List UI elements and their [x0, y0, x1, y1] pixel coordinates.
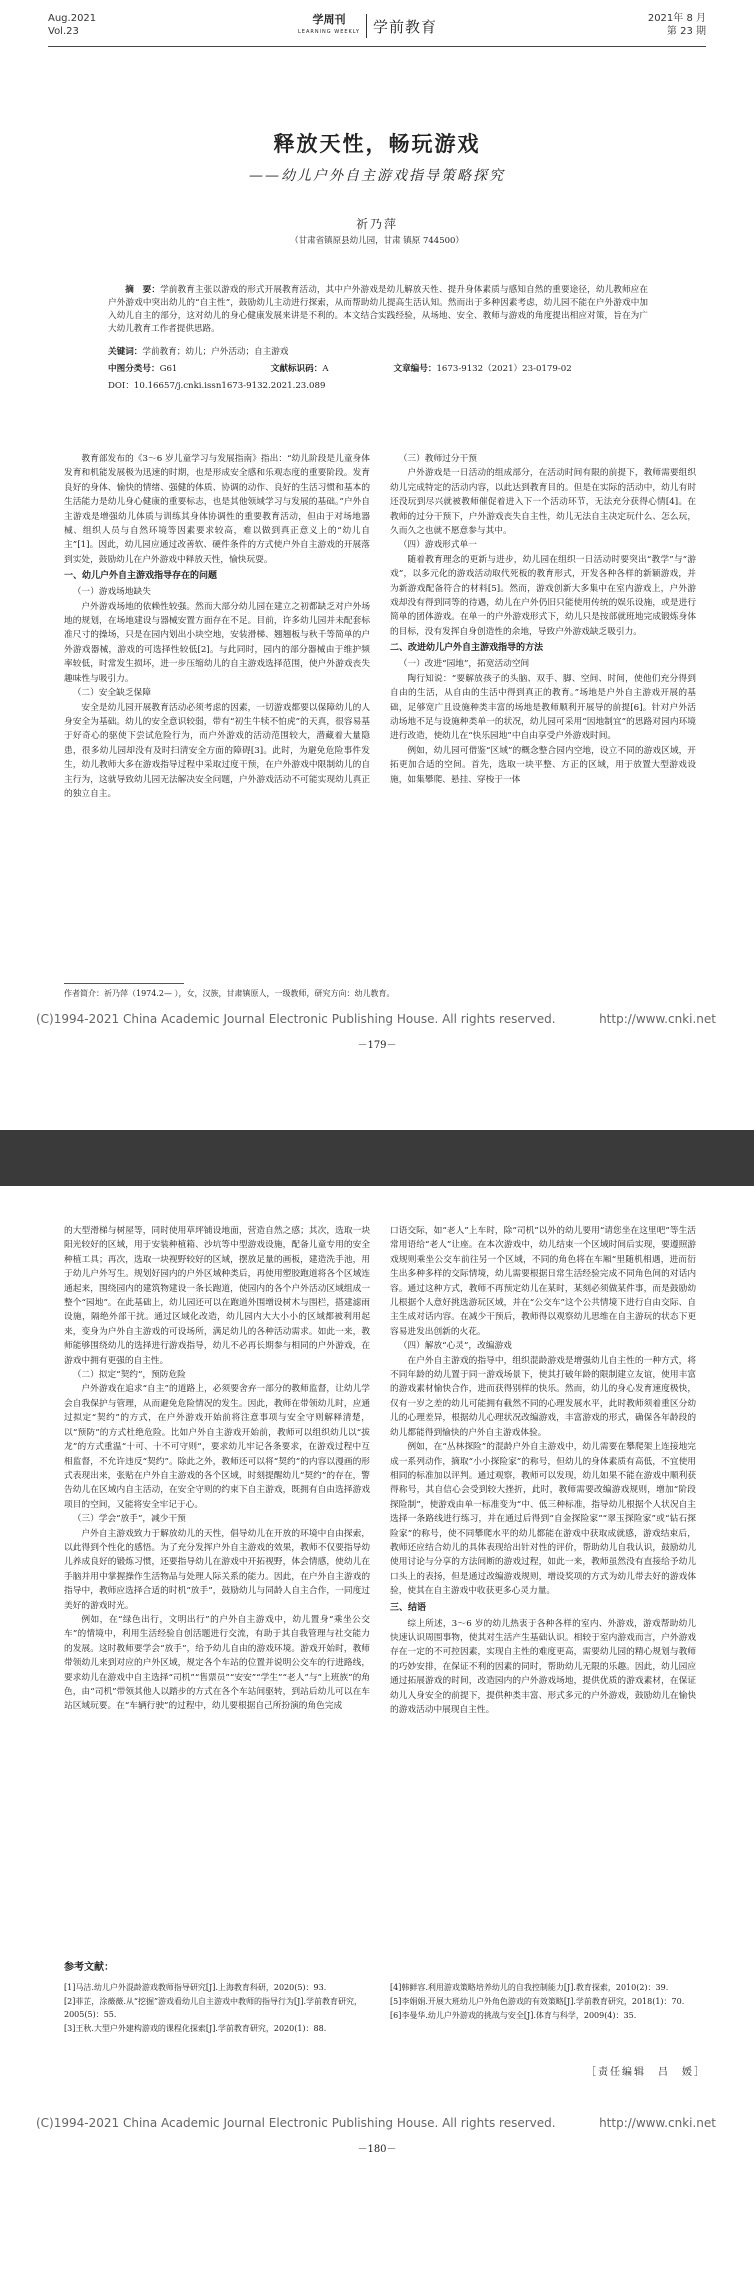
section-heading: 一、幼儿户外自主游戏指导存在的问题: [64, 571, 218, 582]
page-number: －179－: [357, 1040, 397, 1051]
subsection-heading: （三）学会“放手”，减少干预: [72, 1514, 186, 1525]
page-separator: [0, 1130, 754, 1186]
paragraph: 随着教育理念的更新与进步，幼儿园在组织一日活动时要突出“教学”与“游戏”，以多元化的游戏活动取代死板的教育形式，开发各种各样的新颖游戏，并为新游戏配备符合的材料[5]。然而，游戏创新大多集中在室内游戏上，户外游戏却没有得到同等的待遇，幼儿在户外仍旧只能使用传统的娱乐设施，或是进行简单的团体游戏。在单一的户外游戏形式下，幼儿只是按部就班地完成锻炼身体的目标，没有发挥自身创造性的余地，导致户外游戏缺乏吸引力。: [390, 554, 696, 637]
masthead-divider: [366, 14, 367, 38]
responsible-editor: ［责任编辑 吕 媛］: [586, 2067, 706, 2078]
subsection-heading: （一）改进“园地”，拓宽活动空间: [398, 659, 530, 670]
subsection-heading: （二）安全缺乏保障: [72, 688, 151, 699]
journal-masthead: [298, 14, 437, 38]
paragraph: 教育部发布的《3～6 岁儿童学习与发展指南》指出：“幼儿阶段是儿童身体发育和机能发展极为迅速的时期，也是形成安全感和乐观态度的重要阶段。发育良好的身体、愉快的情绪、强健的体质、协调的动作、良好的生活习惯和基本的生活能力是幼儿身心健康的重要标志，也是其他领域学习与发展的基础。”户外自主游戏是增强幼儿体质与训练其身体协调性的重要教育活动，但由于对场地器械、组织人员与自然环境等因素要求较高，难以做到真正意义上的“幼儿自主”[1]。因此，幼儿园应通过改善软、硬件条件的方式使户外自主游戏的开展落到实处，鼓励幼儿在户外游戏中释放天性，愉快玩耍。: [64, 454, 370, 565]
references-left: [64, 1981, 370, 2036]
running-header: [48, 12, 706, 47]
header-issue-right: 2021年 8 月 第 23 期: [647, 13, 706, 37]
subsection-heading: （四）解放“心灵”，改编游戏: [398, 1341, 512, 1352]
reference-entry: [1]马洁.幼儿户外混龄游戏教师指导研究[J].上海教育科研，2020(5)：93.: [64, 1983, 327, 1992]
page1-left-column: [64, 452, 370, 801]
paragraph: 的大型滑梯与树屋等，同时使用草坪铺设地面，营造自然之感；其次，选取一块阳光较好的区域，用于安装种植箱、沙坑等中型游戏设施，配备儿童专用的安全种植工具；再次，选取一块视野较好的区域，摆放足量的画板，建造洗手池，用于幼儿户外写生。规划好园内的户外区域种类后，再使用塑胶跑道将各个区域连通起来，围绕园内的建筑物建设一条长跑道，使园内的各个户外活动区域组成一整个“园地”。在此基础上，幼儿园还可以在跑道外围增设树木与围栏，搭建滤雨设施，隔绝外部干扰。通过区域化改造，幼儿园内大大小小的区域都被利用起来，变身为户外自主游戏的可设场所，满足幼儿的各种活动需求。如此一来，教师能够围绕幼儿的选择进行游戏指导，幼儿不必再长期参与相同的户外游戏，在游戏中拥有更强的自主性。: [64, 1226, 370, 1366]
paragraph: 综上所述，3～6 岁的幼儿热衷于各种各样的室内、外游戏，游戏帮助幼儿快速认识周围事物，使其对生活产生基础认识。相较于室内游戏而言，户外游戏存在一定的不可控因素，实现自主性的难度更高，需要幼儿园的精心规划与教师的巧妙安排，在保证不利的因素的同时，帮助幼儿无限的乐趣。因此，幼儿园应通过拓展游戏的时间，改造园内的户外游戏场地，提供优质的游戏素材，在保证幼儿人身安全的前提下，提供种类丰富、形式多元的户外游戏，鼓励幼儿在愉快的游戏活动中展现自主性。: [390, 1618, 696, 1715]
page-number: －180－: [357, 2144, 397, 2155]
cnki-site: http://www.cnki.net: [599, 1012, 716, 1026]
abstract: [108, 284, 648, 336]
paragraph: 户外游戏在追求“自主”的道路上，必须要舍弃一部分的教师监督，让幼儿学会自我保护与管理，从而避免危险情况的发生。因此，教师在带领幼儿时，应通过拟定“契约”的方式，在户外游戏开始前将注意事项与安全守则解释清楚，以“预防”的方式杜绝危险。比如户外自主游戏开始前，教师可以组织幼儿以“拔龙”的方式重温“十可、十不可守则”，要求幼儿牢记各条要求，在游戏过程中互相监督，不允许违反“契约”。除此之外，教师还可以将“契约”的内容以漫画的形式表现出来，张贴在户外自主游戏的各个区域，时刻提醒幼儿“契约”的存在，警告幼儿在区域内自主活动，在安全守则的约束下自主游戏，既拥有自由选择游戏项目的空间，又能将安全牢记于心。: [64, 1384, 370, 1510]
subsection-heading: （二）拟定“契约”，预防危险: [72, 1370, 186, 1381]
section-heading: 二、改进幼儿户外自主游戏指导的方法: [390, 643, 544, 654]
subsection-heading: （四）游戏形式单一: [398, 540, 477, 551]
keywords: 关键词：学前教育；幼儿；户外活动；自主游戏: [108, 347, 289, 357]
footnote-rule: [64, 983, 184, 984]
paragraph: 户外游戏是一日活动的组成部分，在活动时间有限的前提下，教师需要组织幼儿完成特定的活动内容，以此达到教育目的。但是在实际的活动中，幼儿有时还没玩到尽兴就被教师催促着进入下一个活动环节，无法充分获得心情[4]。在教师的过分干预下，户外游戏丧失自主性，幼儿无法自主决定玩什么、怎么玩，久而久之也就不愿意参与其中。: [390, 468, 696, 537]
reference-entry: [5]李娟娟.开展大班幼儿户外角色游戏的有效策略[J].学前教育研究，2018(1)：70.: [390, 1997, 685, 2006]
copyright-line: (C)1994-2021 China Academic Journal Electronic Publishing House. All rights reserved. http://www.cnki.net: [36, 1012, 716, 1026]
classification-line: 中图分类号：G61 文献标识码：A 文章编号：1673-9132（2021）23-0179-02: [108, 364, 572, 374]
section-heading: 三、结语: [390, 1602, 427, 1613]
paragraph: 户外自主游戏致力于解放幼儿的天性，倡导幼儿在开放的环境中自由探索，以此得到个性化的感悟。为了充分发挥户外自主游戏的效果，教师不仅要指导幼儿养成良好的锻炼习惯，还要指导幼儿在游戏中开拓视野，体会情感，使幼儿在手脑并用中掌握操作生活物品与处理人际关系的能力。因此，在户外自主游戏的指导中，教师应选择合适的时机“放手”，鼓励幼儿与同龄人自主合作，一同度过美好的游戏时光。: [64, 1528, 370, 1611]
cnki-site: http://www.cnki.net: [599, 2116, 716, 2130]
paragraph: 例如，在“丛林探险”的混龄户外自主游戏中，幼儿需要在攀爬架上连接地完成一系列动作，摘取“小小探险家”的称号，但幼儿的身体素质有高低，不宜使用相同的标准加以评判。通过观察，教师可以发现，幼儿如果不能在游戏中顺利获得称号，其自信心会受到较大挫折，此时，教师需要改编游戏规则，增加“阶段探险制”，使游戏由单一标准变为“中、低三种标准，指导幼儿根据个人状况自主选择一条路线进行练习，并在通过后得到“自金探险家”“翠玉探险家”或“钻石探险家”的称号，使不同攀爬水平的幼儿都能在游戏中获取成就感，游戏结束后，教师还应结合幼儿的具体表现给出针对性的评价，帮助幼儿自我认识，鼓励幼儿使用讨论与分享的方法间断的游戏过程，如此一来，教师虽然没有直接给予幼儿口头上的表扬，但是通过改编游戏规则，增设奖项的方式为幼儿带去好的游戏体验，使其在自主游戏中收获更多心灵力量。: [390, 1442, 696, 1597]
journal-logo: 学周刊 LEARNING WEEKLY: [298, 13, 360, 35]
doi: DOI：10.16657/j.cnki.issn1673-9132.2021.23.089: [108, 381, 326, 391]
paragraph: 陶行知说：“要解放孩子的头脑、双手、脚、空间、时间，使他们充分得到自由的生活，从自由的生活中得到真正的教育。”场地是户外自主游戏开展的基础，足够宽广且设施种类丰富的场地是教师顺利开展导的前提[6]。针对户外活动场地不足与设施种类单一的状况，幼儿园可采用“因地制宜”的思路对园内环境进行改造，使幼儿在“快乐园地”中自由享受户外游戏时间。: [390, 673, 696, 742]
references-right: [390, 1981, 696, 2023]
journal-section: 学前教育: [372, 17, 437, 36]
subsection-heading: （一）游戏场地缺失: [72, 587, 151, 598]
paragraph: 口语交际，如“老人”上车时，除“司机”以外的幼儿要用“请您坐在这里吧”等生活常用语给“老人”让座。在本次游戏中，幼儿结束一个区域时间后实现，要遵照游戏规则乘坐公交车前往另一个区域，不同的角色将在车厢“里随机相遇，进而衍生出多种多样的交际情境，幼儿需要根据日常生活经验完成不同角色间的对话内容。通过这种方式，教师不再预定幼儿在某时，某刻必须做某件事，而是鼓励幼儿根据个人意好挑选游玩区域，并在“公交车”这个公共情境下进行自由交际、自主生成对话内容。在减少干预后，教师得以观察幼儿思维在自主游玩的状态下更容易进发出创新的火花。: [390, 1226, 696, 1337]
reference-entry: [4]韩鲜容.利用游戏策略培养幼儿的自我控制能力[J].教育探索，2010(2)：39.: [390, 1983, 669, 1992]
paragraph: 安全是幼儿园开展教育活动必须考虑的因素，一切游戏都要以保障幼儿的人身安全为基础。幼儿的安全意识较弱，带有“初生牛犊不怕虎”的天真，很容易基于好奇心的驱使下尝试危险行为，而户外游戏的活动范围较大，潜藏着大量隐患，很多幼儿园却没有及时扫清安全方面的障碍[3]。此时，为避免危险事件发生，幼儿教师大多在游戏指导过程中采取过度干预，在户外游戏中限制幼儿的自主行为，这就导致幼儿园无法解决安全问题，户外游戏活动不可能实现幼儿真正的独立自主。: [64, 702, 370, 799]
paragraph: 例如，在“绿色出行，文明出行”的户外自主游戏中，幼儿置身“乘坐公交车”的情境中，利用生活经验自创活题进行交流，有助于其自我管理与社交能力的发展。这时教师要学会“放手”，给予幼儿自由的游戏环境。游戏开始时，教师带领幼儿来到对应的户外区域，规定各个车站的位置并说明公交车的行进路线，要求幼儿在游戏中自主选择“司机”“售票员”“安安”“学生”“老人”与“上班族”的角色，由“司机”带领其他人以踏步的方式在各个车站间驱转，到站后幼儿可以在车站区域玩要。在“车辆行驶”的过程中，幼儿要根据自己所扮演的角色完成: [64, 1614, 370, 1712]
page-179: [0, 0, 754, 1130]
reference-entry: [3]王秋.大型户外建构游戏的课程化探索[J].学前教育研究，2020(1)：88.: [64, 2024, 327, 2033]
page2-right-column: [390, 1224, 696, 1717]
author-affiliation: （甘肃省镇原县幼儿园，甘肃 镇原 744500）: [290, 236, 464, 246]
paragraph: 户外游戏场地的依赖性较强。然而大部分幼儿园在建立之初都缺乏对户外场地的规划，在场地建设与器械安置方面存在不足。目前，许多幼儿园并未配套标准尺寸的操场，只是在园内划出小块空地，安装滑梯、翘翘板与秋千等简单的户外游戏器械，游戏的可选择性较低[2]。与此同时，园内的部分器械由于维护频率较低，时常发生损坏，进一步压缩幼儿的自主游戏选择范围，使户外游戏丧失趣味性与吸引力。: [64, 601, 370, 684]
subsection-heading: （三）教师过分干预: [398, 454, 477, 464]
paragraph: 例如，幼儿园可借鉴“区域”的概念整合园内空地，设立不同的游戏区域，开拓更加合适的空间。首先，选取一块平整、方正的区域，用于放置大型游戏设施，如集攀爬、悬挂、穿梭于一体: [390, 745, 696, 785]
reference-entry: [2]菲芷，涂薇薇.从“挖掘”游戏看幼儿自主游戏中教师的指导行为[J].学前教育研究，2005(5)：55.: [64, 1997, 363, 2019]
copyright-line: (C)1994-2021 China Academic Journal Electronic Publishing House. All rights reserved. http://www.cnki.net: [36, 2116, 716, 2130]
header-issue-left: Aug.2021 Vol.23: [48, 13, 97, 37]
page1-right-column: [390, 452, 696, 787]
abstract-text: 学前教育主张以游戏的形式开展教育活动，其中户外游戏是幼儿解放天性、提升身体素质与感知自然的重要途径，幼儿教师应在户外游戏中突出幼儿的“自主性”，鼓励幼儿主动进行探索，从而帮助幼儿提高生活认知。然而出于多种因素考虑，幼儿园不能在户外游戏中加入幼儿自主的部分，这对幼儿的身心健康发展来讲是不利的。本文结合实践经验，从场地、安全、教师与游戏的角度提出相应对策，旨在为广大幼儿教育工作者提供思路。: [108, 285, 648, 334]
page2-left-column: [64, 1224, 370, 1714]
paragraph: 在户外自主游戏的指导中，组织混龄游戏是增强幼儿自主性的一种方式，将不同年龄的幼儿置于同一游戏场景下，使其打破年龄的限制建立友谊，使用丰富的游戏素材愉快合作，进而获得别样的快乐。然而，幼儿的身心发育速度极快，仅有一岁之差的幼儿可能拥有截然不同的心理发展水平，此时教师须着重区分幼儿的心理差异，根据幼儿心理状况改编游戏，丰富游戏的形式，确保各年龄段的幼儿都能得到愉快的户外自主游戏体验。: [390, 1355, 696, 1438]
article-author: 祈乃萍: [355, 217, 398, 231]
abstract-label: 摘 要：: [125, 285, 161, 295]
article-subtitle: ——幼儿户外自主游戏指导策略探究: [249, 168, 505, 184]
references-title: 参考文献：: [64, 1962, 114, 1973]
article-title: 释放天性，畅玩游戏: [273, 132, 481, 156]
page-180: [0, 1186, 754, 2290]
author-footnote: 作者简介：祈乃萍（1974.2— ），女，汉族，甘肃镇原人，一级教师，研究方向：幼儿教育。: [64, 989, 395, 998]
reference-entry: [6]李曼华.幼儿户外游戏的挑战与安全[J].体育与科学，2009(4)：35.: [390, 2011, 637, 2020]
